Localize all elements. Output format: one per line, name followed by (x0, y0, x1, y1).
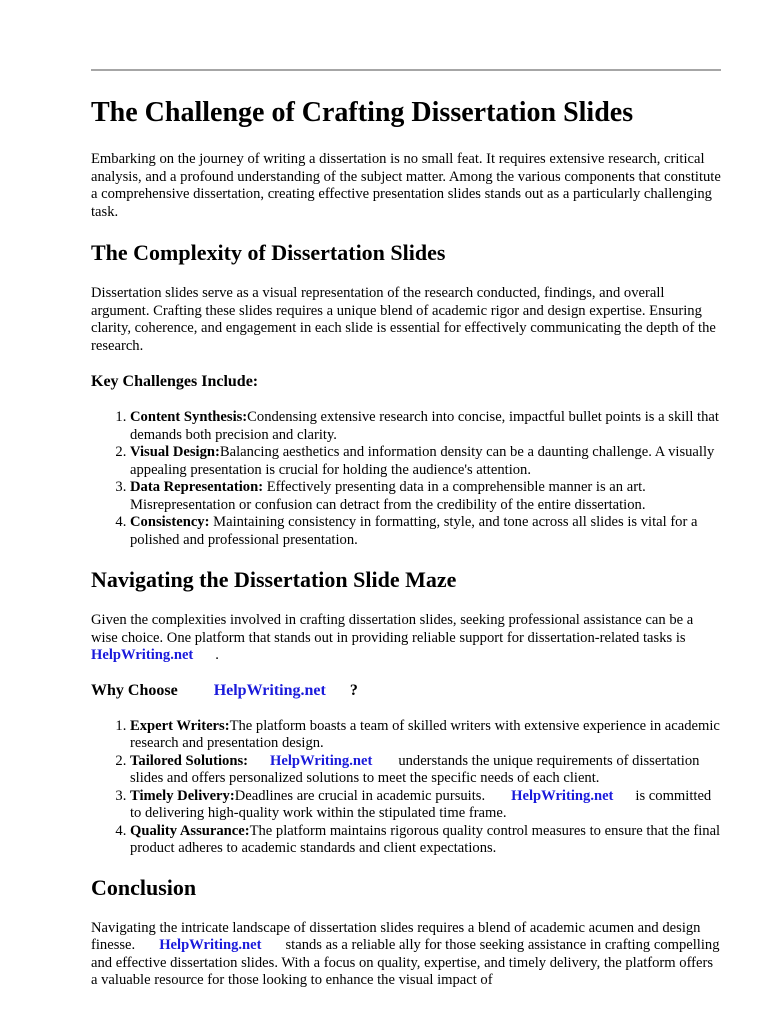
list-item-text: Effectively presenting data in a comprehensible manner is an art. Misrepresentation or confusion can detract from the credibility of the entire dissertation. (130, 479, 646, 513)
page-title: The Challenge of Crafting Dissertation Slides (91, 97, 634, 128)
list-item-text: understands the unique requirements of dissertation slides and offers personalized solutions to meet the specific needs of each client. (130, 752, 700, 786)
conclusion-text-end: stands as a reliable ally for those seeking assistance in crafting compelling and effective dissertation slides. With a focus on quality, expertise, and timely delivery, the platform offers a valuable resource for those looking to enhance the visual impact of (91, 937, 720, 988)
list-item (130, 788, 723, 823)
document-content (91, 95, 723, 990)
helpwriting-link[interactable]: HelpWriting.net (159, 937, 262, 953)
navigating-text-end: . (215, 647, 219, 663)
list-item-text: Maintaining consistency in formatting, style, and tone across all slides is vital for a polished and professional presentation. (130, 514, 698, 548)
helpwriting-link[interactable]: HelpWriting.net (270, 752, 373, 769)
conclusion-paragraph (91, 920, 723, 990)
list-item-term: Timely Delivery: (130, 787, 235, 804)
why-heading-suffix: ? (349, 681, 358, 699)
list-item-term: Consistency: (130, 514, 210, 530)
navigating-paragraph (91, 612, 723, 665)
list-item-text: The platform boasts a team of skilled writers with extensive experience in academic research and presentation design. (130, 717, 720, 751)
list-item-term: Quality Assurance: (130, 822, 250, 839)
helpwriting-link[interactable]: HelpWriting.net (91, 647, 194, 663)
conclusion-text: Navigating the intricate landscape of dissertation slides requires a blend of academic acumen and design finesse. (91, 919, 701, 953)
list-item-text: Deadlines are crucial in academic pursuits. (234, 787, 486, 804)
why-choose-heading (91, 681, 723, 701)
complexity-paragraph: Dissertation slides serve as a visual representation of the research conducted, findings, and overall argument. Crafting these slides requires a unique blend of academic rigor and design expertise. Ensuring clarity, coherence, and engagement in each slide is essential for effectively communicating the depth of the research. (91, 285, 716, 354)
intro-paragraph: Embarking on the journey of writing a dissertation is no small feat. It requires extensive research, critical analysis, and a profound understanding of the subject matter. Among the various components that constitute a comprehensive dissertation, creating effective presentation slides stands out as a particularly challenging task. (91, 151, 721, 220)
list-item-text: Condensing extensive research into concise, impactful bullet points is a skill that demands both precision and clarity. (130, 409, 719, 443)
navigating-text: Given the complexities involved in crafting dissertation slides, seeking professional assistance can be a wise choice. One platform that stands out in providing reliable support for dissertation-related tasks is (91, 612, 694, 646)
navigating-heading: Navigating the Dissertation Slide Maze (91, 567, 457, 592)
list-item (130, 444, 723, 479)
helpwriting-link[interactable]: HelpWriting.net (511, 787, 614, 804)
list-item-text: Balancing aesthetics and information density can be a daunting challenge. A visually appealing presentation is crucial for holding the audience's attention. (130, 444, 715, 478)
list-item-text: is committed to delivering high-quality work within the stipulated time frame. (130, 787, 712, 821)
list-item-text: The platform maintains rigorous quality control measures to ensure that the final product adheres to academic standards and client expectations. (130, 822, 721, 856)
list-item-term: Tailored Solutions: (130, 752, 249, 769)
challenges-list (91, 409, 723, 549)
complexity-heading: The Complexity of Dissertation Slides (91, 240, 446, 265)
why-choose-list (91, 718, 723, 858)
helpwriting-link[interactable]: HelpWriting.net (213, 681, 326, 699)
list-item (130, 479, 723, 514)
conclusion-heading: Conclusion (91, 874, 197, 900)
top-divider (91, 69, 721, 71)
list-item (130, 514, 723, 549)
list-item-term: Expert Writers: (130, 717, 230, 734)
challenges-heading: Key Challenges Include: (91, 373, 259, 390)
list-item-term: Data Representation: (130, 479, 264, 495)
why-heading-prefix: Why Choose (91, 681, 178, 699)
list-item-term: Visual Design: (130, 444, 220, 460)
list-item (130, 409, 723, 444)
list-item (130, 718, 723, 753)
list-item (130, 753, 723, 788)
list-item (130, 823, 723, 858)
list-item-term: Content Synthesis: (130, 409, 248, 425)
